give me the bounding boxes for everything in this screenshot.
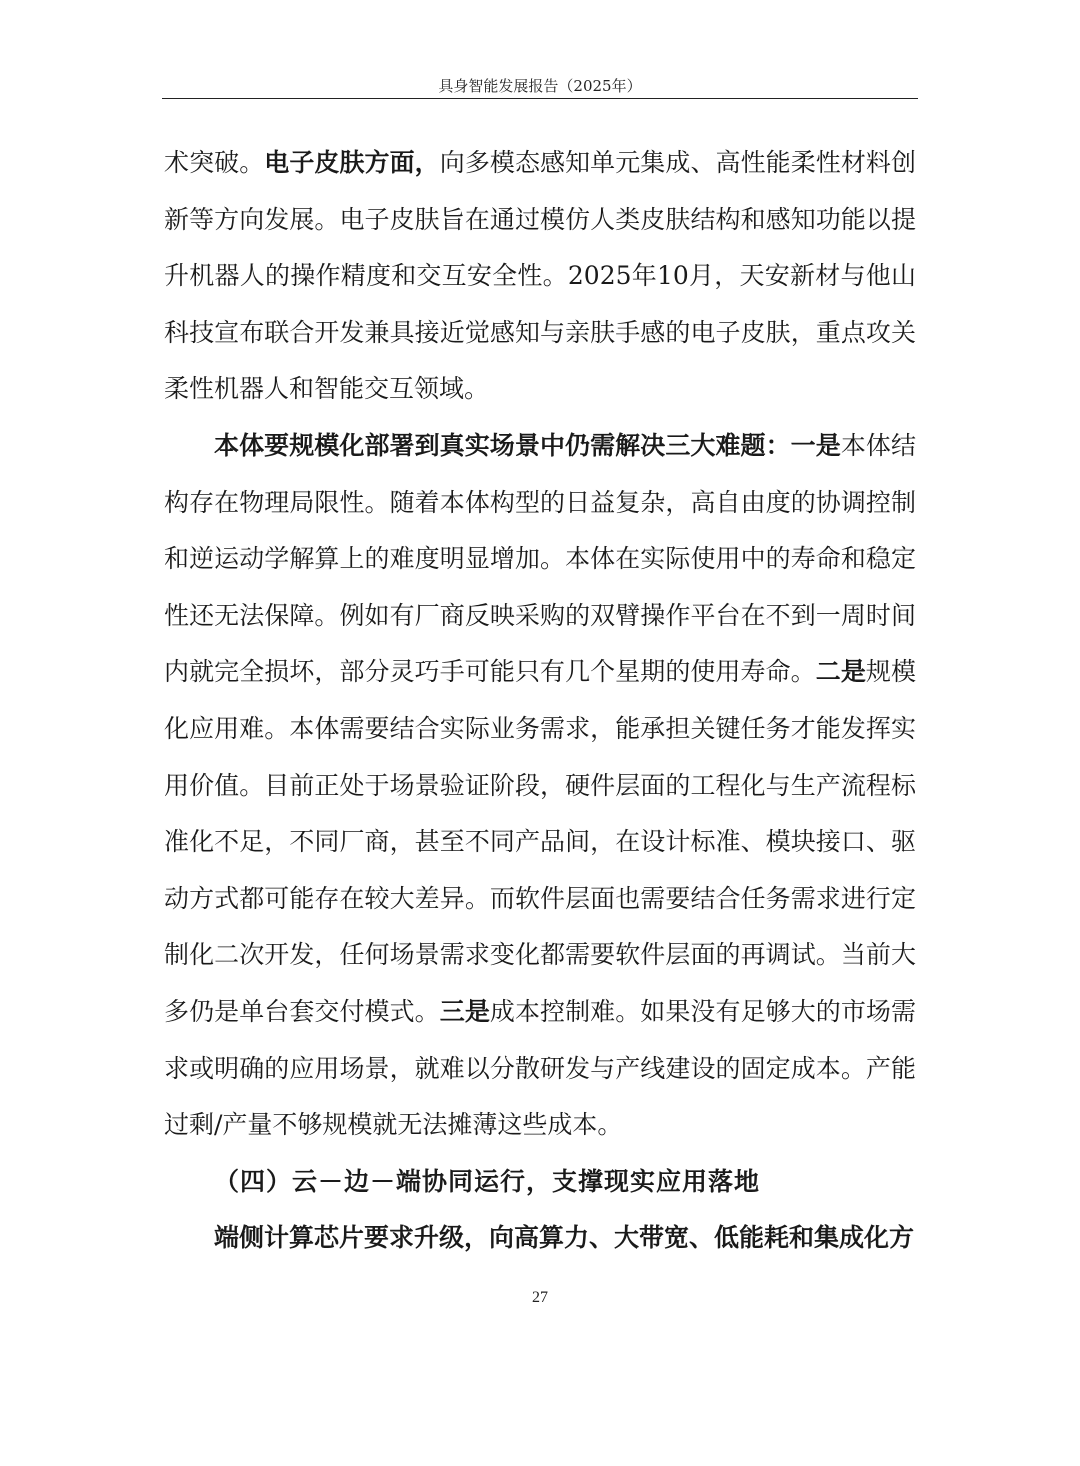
paragraph-electronic-skin (164, 135, 916, 418)
paragraph-chip-start: 端侧计算芯片要求升级，向高算力、大带宽、低能耗和集成化方 (214, 1223, 915, 1253)
paragraph-text: 向多模态感知单元集成、高性能柔性材料创新等方向发展。电子皮肤旨在通过模仿人类皮肤结构和感知功能以提升机器人的操作精度和交互安全性。2025年10月，天安新材与他山科技宣布联合开发兼具接近觉感知与亲肤手感的电子皮肤，重点攻关柔性机器人和智能交互领域。 (164, 148, 916, 404)
paragraph-text: 规模化应用难。本体需要结合实际业务需求，能承担关键任务才能发挥实用价值。目前正处于场景验证阶段，硬件层面的工程化与生产流程标准化不足，不同厂商，甚至不同产品间，在设计标准、模块接口、驱动方式都可能存在较大差异。而软件层面也需要结合任务需求进行定制化二次开发，任何场景需求变化都需要软件层面的再调试。当前大多仍是单台套交付模式。 (164, 657, 916, 1026)
paragraph-text: 成本控制难。如果没有足够大的市场需求或明确的应用场景，就难以分散研发与产线建设的固定成本。产能过剩/产量不够规模就无法摊薄这些成本。 (164, 996, 916, 1140)
paragraph-text: 本体结构存在物理局限性。随着本体构型的日益复杂，高自由度的协调控制和逆运动学解算上的难度明显增加。本体在实际使用中的寿命和稳定性还无法保障。例如有厂商反映采购的双臂操作平台在不到一周时间内就完全损坏，部分灵巧手可能只有几个星期的使用寿命。 (164, 430, 916, 687)
bold-phrase: 电子皮肤方面， (264, 148, 440, 177)
bold-phrase: 二是 (815, 657, 866, 687)
header-rule (162, 98, 918, 99)
running-header: 具身智能发展报告（2025年） (438, 77, 642, 95)
paragraph-text: 术突破。 (164, 148, 265, 177)
bold-phrase: 本体要规模化部署到真实场景中仍需解决三大难题：一是 (214, 430, 841, 460)
bold-phrase: 三是 (439, 996, 490, 1026)
paragraph-three-challenges (164, 418, 916, 1154)
page-number: 27 (532, 1289, 548, 1306)
body-text (164, 135, 916, 1267)
section-heading: （四）云－边－端协同运行，支撑现实应用落地 (214, 1166, 761, 1196)
